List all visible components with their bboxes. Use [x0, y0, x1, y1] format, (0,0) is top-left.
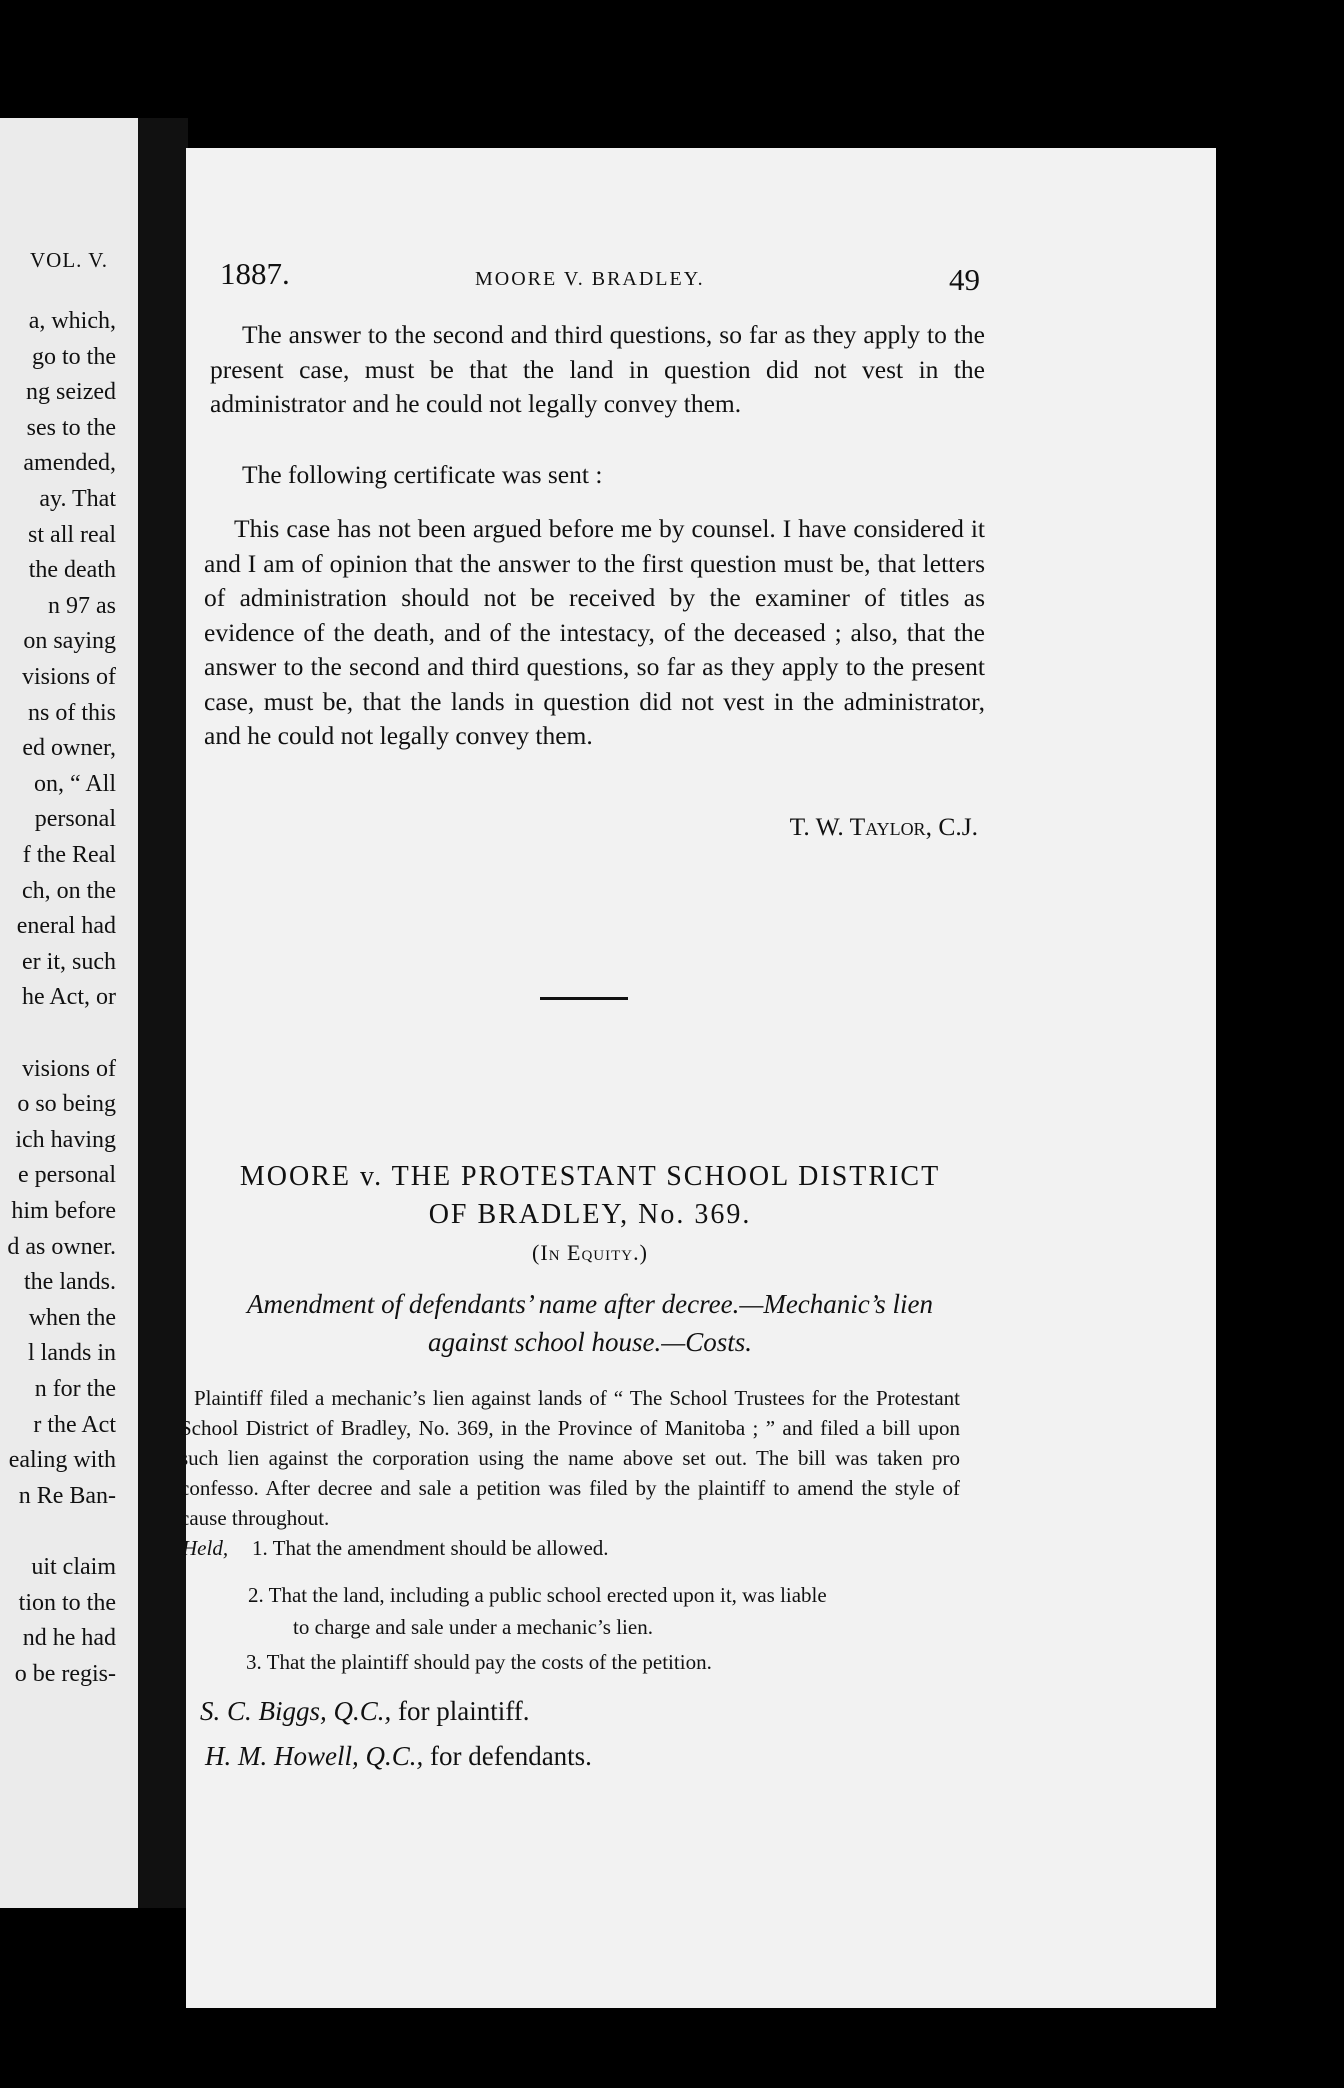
left-page-line: n Re Ban- — [18, 1482, 116, 1509]
left-page-line: on saying — [23, 628, 116, 655]
left-page-line: on, “ All — [34, 770, 116, 797]
left-page-line: personal — [34, 806, 116, 833]
left-page-line: amended, — [23, 450, 116, 477]
counsel-name: S. C. Biggs, Q.C., — [200, 1696, 392, 1726]
left-page-fragment — [0, 118, 140, 1908]
left-page-line: o so being — [17, 1091, 116, 1118]
court-designation: (In Equity.) — [532, 1240, 648, 1265]
headnote-line-1: Amendment of defendants’ name after decree.—Mechanic’s lien — [246, 1289, 934, 1319]
left-page-line: he Act, or — [22, 984, 116, 1011]
signature: T. W. Taylor, C.J. — [789, 812, 978, 841]
left-page-line: er it, such — [22, 948, 116, 975]
page-number: 49 — [949, 262, 980, 297]
left-page-line: ich having — [15, 1126, 116, 1153]
left-page-line: tion to the — [18, 1589, 116, 1616]
left-page-line: eneral had — [16, 913, 116, 940]
left-page-line: d as owner. — [7, 1233, 116, 1260]
case-title — [190, 1158, 990, 1234]
left-page-line: visions of — [21, 664, 116, 690]
held-item-2-cont: to charge and sale under a mechanic’s lien. — [293, 1615, 653, 1639]
section-divider — [540, 997, 628, 1000]
left-page-header: VOL. V. — [30, 248, 108, 272]
left-page-line: e personal — [18, 1162, 116, 1189]
left-page-line: when the — [28, 1304, 116, 1331]
left-page-line: him before — [11, 1198, 116, 1224]
left-page-line: ealing with — [8, 1447, 116, 1474]
left-page-line: the death — [28, 557, 116, 584]
case-title-line-2: OF BRADLEY, No. 369. — [428, 1199, 752, 1230]
left-page-line: visions of — [21, 1055, 116, 1082]
header-year: 1887. — [220, 256, 290, 291]
left-page-line: ch, on the — [22, 877, 116, 904]
held-item-2: 2. That the land, including a public school erected upon it, was liable — [248, 1583, 827, 1607]
counsel-name: H. M. Howell, Q.C., — [205, 1741, 424, 1771]
header-title: MOORE V. BRADLEY. — [475, 268, 705, 290]
case-title-line-1: MOORE v. THE PROTESTANT SCHOOL DISTRICT — [239, 1161, 941, 1192]
held-item-1: 1. That the amendment should be allowed. — [252, 1536, 609, 1560]
left-page-line: ng seized — [26, 379, 116, 406]
book-spine — [138, 118, 188, 1908]
left-page-line: r the Act — [33, 1411, 116, 1438]
left-page-line: the lands. — [24, 1269, 116, 1296]
left-page-line: ay. That — [39, 486, 116, 512]
counsel-role: for defendants. — [430, 1741, 592, 1771]
left-page-line: a, which, — [28, 308, 116, 334]
left-page-line: ed owner, — [22, 735, 116, 762]
held-item-3: 3. That the plaintiff should pay the costs of the petition. — [246, 1650, 712, 1674]
counsel-role: for plaintiff. — [398, 1696, 530, 1726]
syllabus: Plaintiff filed a mechanic’s lien against lands of “ The School Trustees for the Protestant School District of Bradley, No. 369, in the Province of Manitoba ; ” and filed a bill upon such lien against the corporation using the name above set out. The bill was taken pro confesso. After decree and sale a petition was filed by the plaintiff to amend the style of cause throughout. — [180, 1386, 960, 1530]
certificate-paragraph: This case has not been argued before me by counsel. I have considered it and I am of opinion that the answer to the first question must be, that letters of administration should not be received by the examiner of titles as evidence of the death, and of the intestacy, of the deceased ; also, that the answer to the second and third questions, so far as they apply to the present case, must be, that the lands in question did not vest in the administrator, and he could not legally convey them. — [204, 514, 985, 750]
running-header — [220, 256, 980, 296]
headnote — [190, 1285, 990, 1361]
left-page-line: nd he had — [22, 1625, 116, 1652]
headnote-line-2: against school house.—Costs. — [427, 1327, 753, 1357]
held-label: Held, — [182, 1536, 229, 1560]
left-page-line: st all real — [28, 521, 116, 548]
counsel-plaintiff — [200, 1692, 530, 1730]
left-page-line: ns of this — [27, 699, 116, 726]
left-page-line: o be regis- — [14, 1660, 116, 1687]
left-page-line: n for the — [34, 1376, 116, 1402]
left-page-line: l lands in — [28, 1340, 116, 1367]
opinion-paragraph-1: The answer to the second and third questions, so far as they apply to the present case, must be that the land in question did not vest in the administrator and he could not legally convey them. — [210, 320, 985, 418]
left-page-line: uit claim — [31, 1554, 116, 1580]
left-page-line: ses to the — [26, 414, 116, 441]
left-page-line: n 97 as — [48, 592, 116, 619]
opinion-paragraph-2: The following certificate was sent : — [242, 460, 603, 489]
left-page-line: f the Real — [22, 842, 116, 868]
left-page-line: go to the — [32, 343, 116, 370]
counsel-defendants — [205, 1737, 592, 1775]
